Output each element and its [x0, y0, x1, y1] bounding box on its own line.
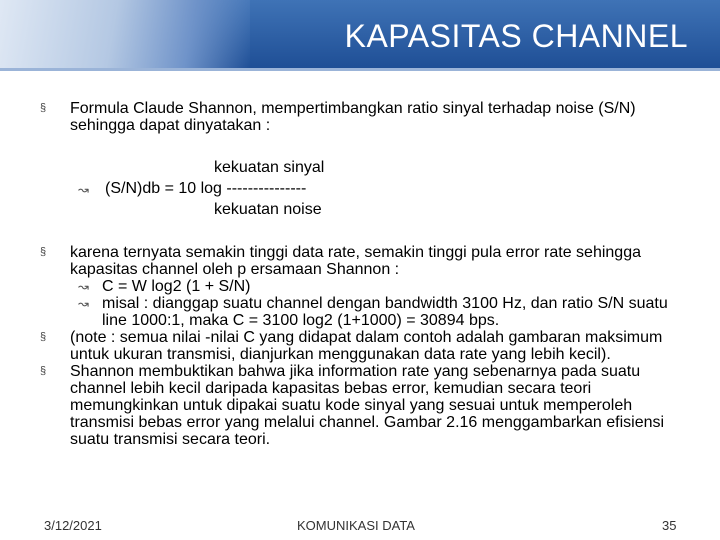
footer-date: 3/12/2021 — [44, 518, 102, 533]
square-bullet-icon: § — [40, 365, 47, 377]
bullet-item — [40, 329, 690, 363]
square-bullet-icon: § — [40, 246, 47, 258]
arrow-bullet-icon: ↝ — [78, 182, 89, 197]
slide-header — [0, 0, 720, 68]
slide-title: KAPASITAS CHANNEL — [344, 18, 688, 54]
formula-denominator: kekuatan noise — [214, 201, 322, 218]
bullet-text: karena ternyata semakin tinggi data rate, semakin tinggi pula error rate sehingga kapasitas channel oleh p ersamaan Shannon : — [70, 244, 641, 278]
square-bullet-icon: § — [40, 331, 47, 343]
header-divider — [0, 68, 720, 71]
page-number: 35 — [662, 518, 677, 533]
bullet-item — [40, 100, 690, 134]
footer-course-title: KOMUNIKASI DATA — [297, 518, 415, 533]
formula-expression: (S/N)db = 10 log --------------- — [105, 180, 307, 197]
sub-bullet-item — [70, 295, 690, 329]
arrow-bullet-icon: ↝ — [78, 279, 89, 294]
sub-bullet-text: misal : dianggap suatu channel dengan bandwidth 3100 Hz, dan ratio S/N suatu line 1000:1, maka C = 3100 log2 (1+1000) = 30894 bps. — [102, 295, 668, 329]
bullet-item — [40, 363, 690, 448]
sub-bullet-item — [70, 278, 690, 295]
snr-formula — [70, 159, 690, 219]
bullet-text: Formula Claude Shannon, mempertimbangkan ratio sinyal terhadap noise (S/N) sehingga dapat dinyatakan : — [70, 100, 636, 134]
formula-numerator: kekuatan sinyal — [214, 159, 325, 176]
arrow-bullet-icon: ↝ — [78, 296, 89, 311]
sub-bullet-text: C = W log2 (1 + S/N) — [102, 278, 251, 295]
bullet-text: (note : semua nilai -nilai C yang didapat dalam contoh adalah gambaran maksimum untuk ukuran transmisi, dianjurkan menggunakan data rate yang lebih kecil). — [70, 329, 663, 363]
bullet-item — [40, 244, 690, 329]
slide-body — [40, 100, 690, 448]
bullet-text: Shannon membuktikan bahwa jika information rate yang sebenarnya pada suatu channel lebih kecil daripada kapasitas bebas error, kemudian secara teori memungkinkan untuk dipakai suatu kode sinyal yang sesuai untuk memperoleh transmisi bebas error yang melalui channel. Gambar 2.16 menggambarkan efisiensi suatu transmisi secara teori. — [70, 363, 665, 448]
header-computer-image — [0, 0, 250, 68]
square-bullet-icon: § — [40, 102, 47, 114]
